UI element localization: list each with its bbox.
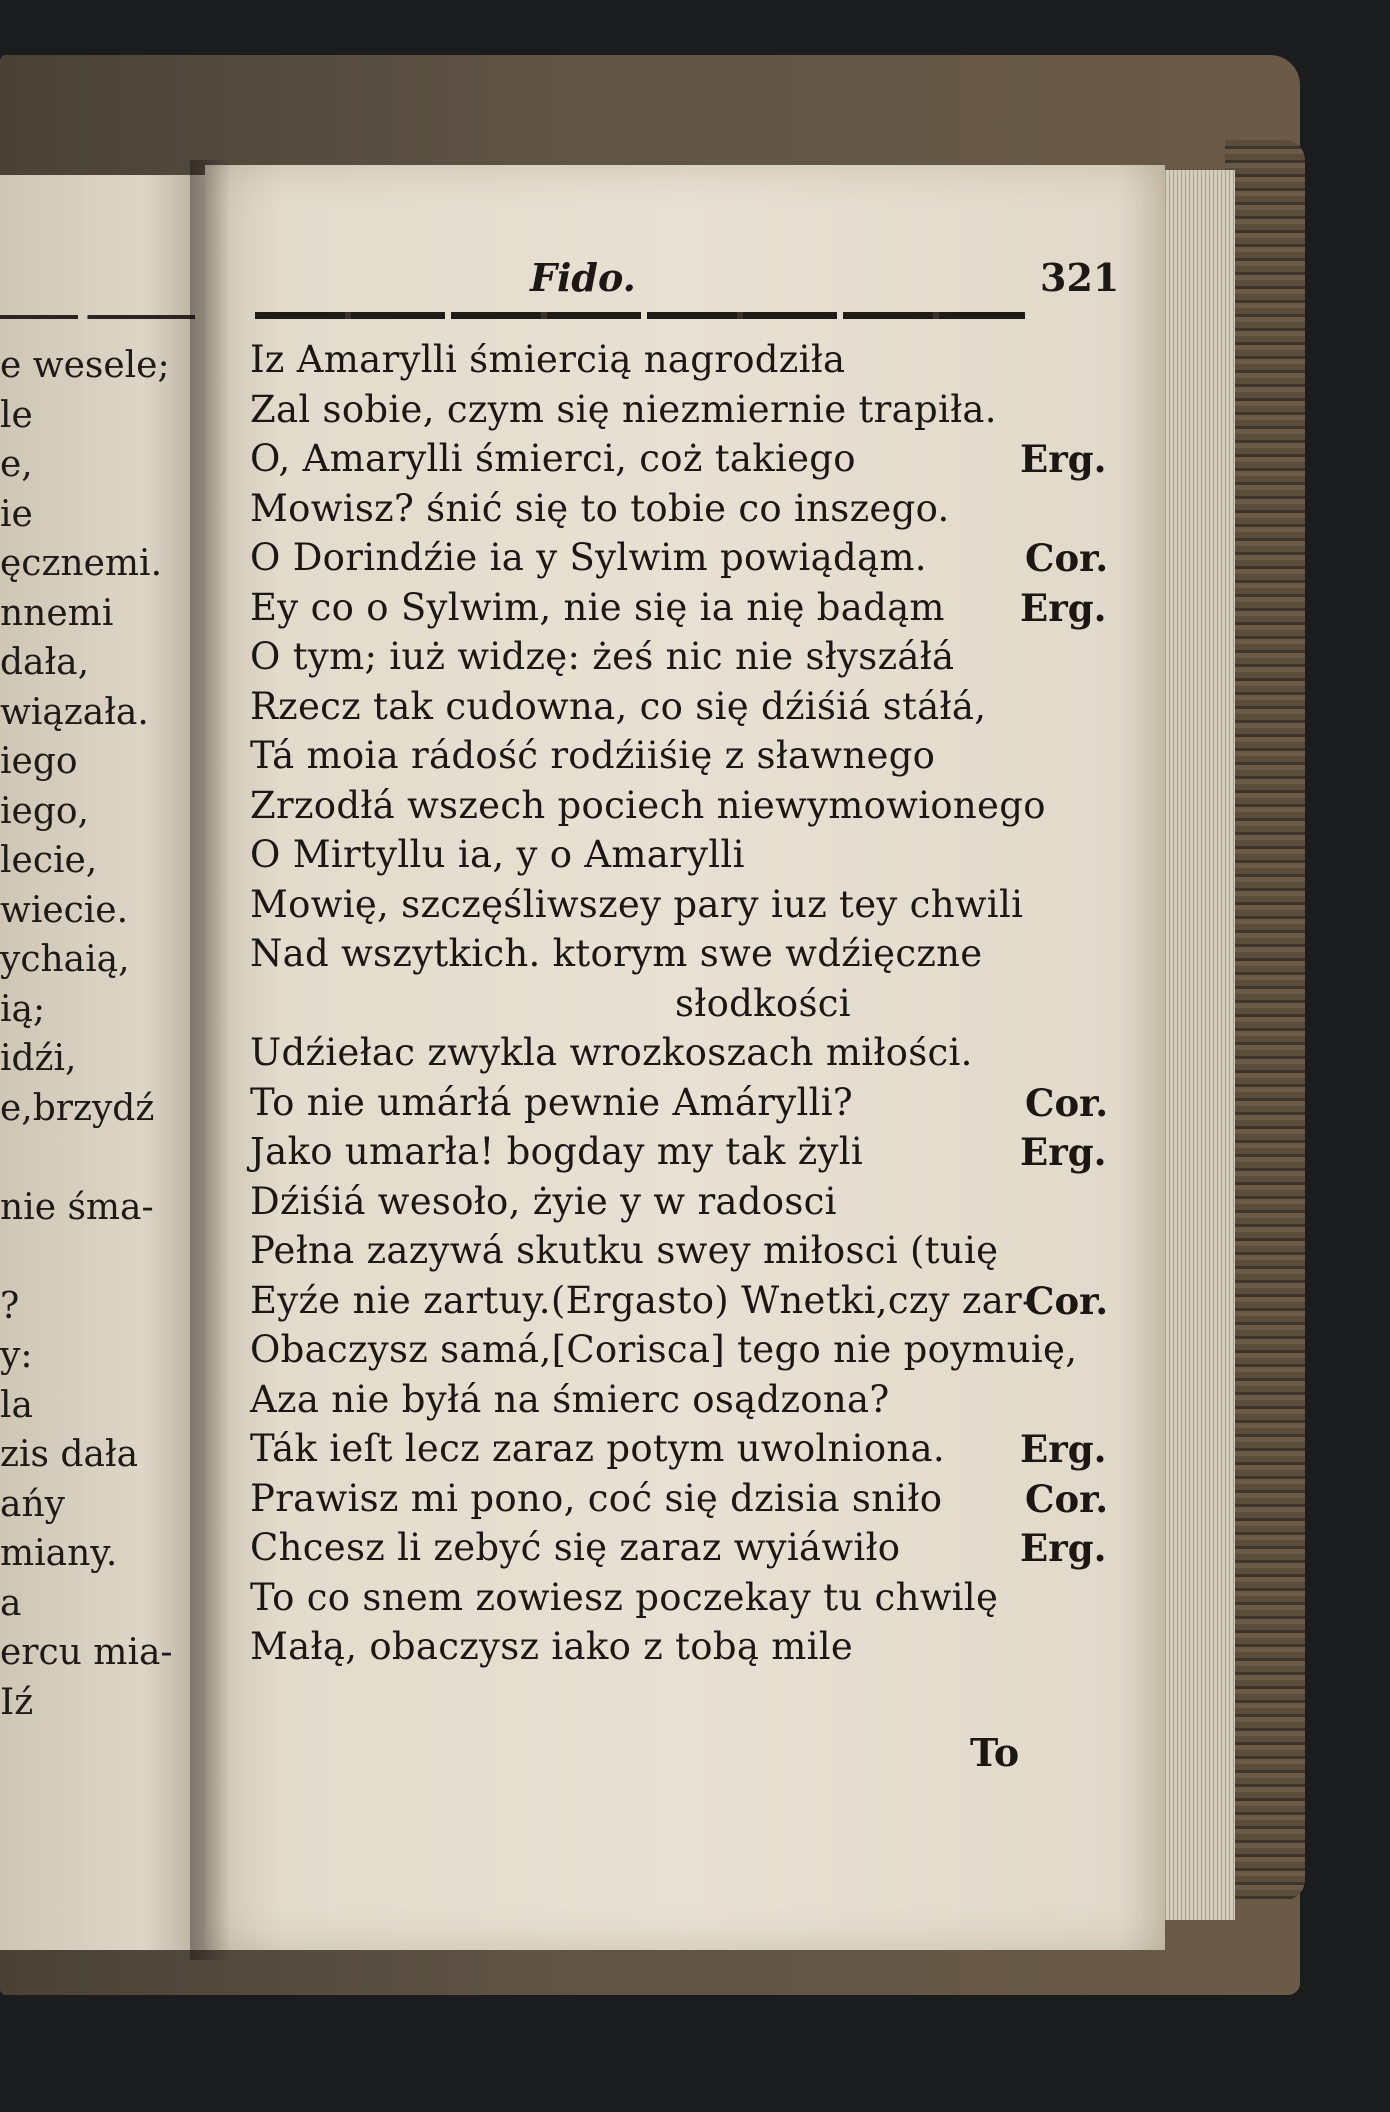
left-page-line: e, bbox=[0, 444, 33, 485]
verse-line: O, Amarylli śmierci, coż takiego bbox=[250, 437, 856, 480]
left-page-line: iego, bbox=[0, 790, 89, 832]
left-page-line: dała, bbox=[0, 642, 90, 683]
left-page-line: e,brzydź bbox=[0, 1087, 155, 1129]
verse-line: Udźiełac zwykla wrozkoszach miłości. bbox=[250, 1031, 973, 1074]
verse-line: O Dorindźie ia y Sylwim powiądąm. bbox=[250, 536, 927, 579]
left-header-rule bbox=[0, 315, 195, 319]
speaker-label: Erg. bbox=[1020, 585, 1107, 630]
left-page-line: la bbox=[0, 1384, 33, 1426]
catchword: To bbox=[970, 1730, 1020, 1775]
left-page-text bbox=[0, 305, 205, 1725]
verse-line: słodkości bbox=[675, 981, 851, 1025]
left-page-line: e wesele; bbox=[0, 345, 170, 386]
page-number: 321 bbox=[1040, 255, 1120, 300]
verse-line: Mowisz? śnić się to tobie co inszego. bbox=[250, 486, 950, 530]
left-page-line: a bbox=[0, 1582, 22, 1624]
speaker-label: Erg. bbox=[1020, 1130, 1107, 1174]
verse-line: Tá moia rádość rodźiiśię z sławnego bbox=[250, 734, 936, 777]
left-page-line: zis dała bbox=[0, 1434, 139, 1475]
left-page-line: miany. bbox=[0, 1533, 118, 1574]
left-page-line: wiązała. bbox=[0, 691, 149, 733]
verse-line: Zrzodłá wszech pociech niewymowionego bbox=[250, 783, 1046, 827]
verse-line: Jako umarła! bogday my tak żyli bbox=[250, 1130, 863, 1173]
left-page-line: ęcznemi. bbox=[0, 543, 163, 584]
speaker-label: Cor. bbox=[1025, 1080, 1109, 1125]
verse-line: Prawisz mi pono, coć się dzisia sniło bbox=[250, 1476, 943, 1520]
verse-line: O Mirtyllu ia, y o Amarylli bbox=[250, 833, 745, 876]
left-page-line: le bbox=[0, 394, 33, 436]
left-page-line: ? bbox=[0, 1285, 20, 1327]
left-page-line: nnemi bbox=[0, 592, 114, 634]
speaker-label: Erg. bbox=[1020, 1526, 1107, 1570]
spine-shadow bbox=[190, 160, 230, 1960]
verse-line: Ták ieſt lecz zaraz potym uwolniona. bbox=[250, 1427, 945, 1470]
left-page-line: idźi, bbox=[0, 1038, 77, 1079]
left-page-line: ią; bbox=[0, 988, 46, 1030]
verse-line: Mowię, szczęśliwszey pary iuz tey chwili bbox=[250, 882, 1024, 926]
verse-line: Zal sobie, czym się niezmiernie trapiła. bbox=[250, 387, 997, 431]
verse-line: Pełna zazywá skutku swey miłosci (tuię bbox=[250, 1229, 999, 1272]
speaker-label: Cor. bbox=[1025, 1476, 1109, 1521]
verse-line: Eyźe nie zartuy.(Ergasto) Wnetki,czy zar- bbox=[250, 1278, 1035, 1322]
verse-line: Dźiśiá wesoło, żyie y w radosci bbox=[250, 1179, 837, 1223]
verse-line: Obaczysz samá,[Corisca] tego nie poymuię, bbox=[250, 1328, 1078, 1371]
left-page-line: lecie, bbox=[0, 840, 98, 881]
verse-line: Rzecz tak cudowna, co się dźiśiá stáłá, bbox=[250, 684, 987, 728]
speaker-label: Erg. bbox=[1020, 437, 1107, 481]
speaker-label: Erg. bbox=[1020, 1427, 1107, 1471]
left-page-line: wiecie. bbox=[0, 889, 129, 931]
left-page-line: ie bbox=[0, 493, 33, 535]
verse-line: Iz Amarylli śmiercią nagrodziła bbox=[250, 338, 846, 381]
running-header: Fido. bbox=[530, 255, 636, 300]
speaker-label: Cor. bbox=[1025, 536, 1109, 580]
verse-line: To co snem zowiesz poczekay tu chwilę bbox=[250, 1575, 999, 1619]
cover-edge bbox=[1225, 140, 1305, 1900]
verse-line: Nad wszytkich. ktorym swe wdźięczne bbox=[250, 932, 983, 975]
left-page-line: ańy bbox=[0, 1483, 65, 1525]
verse-line: Ey co o Sylwim, nie się ia nię badąm bbox=[250, 585, 945, 629]
left-page-line: y: bbox=[0, 1335, 33, 1376]
verse-line: Aza nie byłá na śmierc osądzona? bbox=[250, 1377, 890, 1421]
verse-line: Małą, obaczysz iako z tobą mile bbox=[250, 1625, 854, 1668]
left-page-line: iego bbox=[0, 741, 78, 782]
left-page-line: Iź bbox=[0, 1681, 34, 1723]
header-rule bbox=[255, 312, 1025, 319]
speaker-label: Cor. bbox=[1025, 1278, 1109, 1323]
verse-line: To nie umárłá pewnie Amárylli? bbox=[250, 1080, 854, 1124]
left-page-line: ercu mia- bbox=[0, 1632, 173, 1673]
left-page-line: nie śma- bbox=[0, 1186, 154, 1228]
verse-line: O tym; iuż widzę: żeś nic nie słyszáłá bbox=[250, 635, 955, 678]
verse-line: Chcesz li zebyć się zaraz wyiáwiło bbox=[250, 1526, 901, 1569]
left-page-line: ychaią, bbox=[0, 939, 130, 980]
